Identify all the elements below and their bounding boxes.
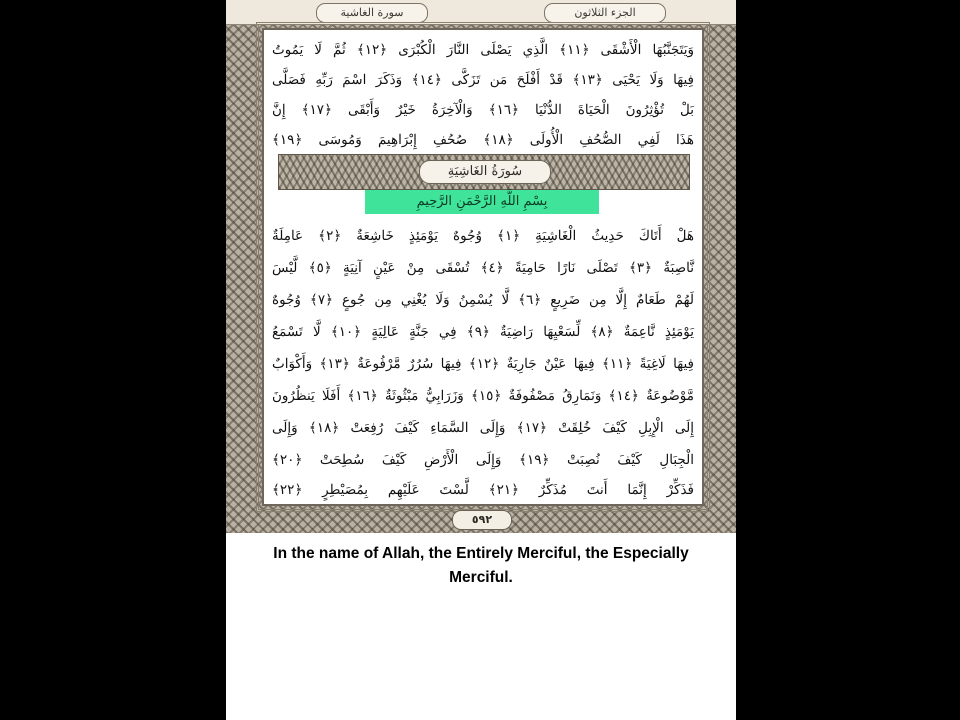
surah-title: سُورَةُ الغَاشِيَةِ — [419, 160, 551, 184]
basmala-highlighted[interactable]: بِسْمِ اللَّهِ الرَّحْمَنِ الرَّحِيمِ — [365, 190, 599, 214]
verse-line: لَهُمْ طَعَامٌ إِلَّا مِن ضَرِيعٍ ﴿٦﴾ لَّا يُسْمِنُ وَلَا يُغْنِي مِن جُوعٍ ﴿٧﴾ وُجُوهٌ — [272, 292, 694, 308]
verse-line: هَلْ أَتَاكَ حَدِيثُ الْغَاشِيَةِ ﴿١﴾ وُجُوهٌ يَوْمَئِذٍ خَاشِعَةٌ ﴿٢﴾ عَامِلَةٌ — [272, 228, 694, 244]
verse-line: فِيهَا لَاغِيَةً ﴿١١﴾ فِيهَا عَيْنٌ جَارِيَةٌ ﴿١٢﴾ فِيهَا سُرُرٌ مَّرْفُوعَةٌ ﴿١٣﴾ وَأَكْوَابٌ — [272, 356, 694, 372]
verse-line: نَّاصِبَةٌ ﴿٣﴾ تَصْلَى نَارًا حَامِيَةً ﴿٤﴾ تُسْقَى مِنْ عَيْنٍ آنِيَةٍ ﴿٥﴾ لَّيْسَ — [272, 260, 694, 276]
surah-title-banner — [278, 154, 690, 190]
verse-line: فَذَكِّرْ إِنَّمَا أَنتَ مُذَكِّرٌ ﴿٢١﴾ لَّسْتَ عَلَيْهِم بِمُصَيْطِرٍ ﴿٢٢﴾ — [272, 482, 694, 498]
header-juz-name: الجزء الثلاثون — [544, 3, 666, 23]
verse-line: وَيَتَجَنَّبُهَا الْأَشْقَى ﴿١١﴾ الَّذِي يَصْلَى النَّارَ الْكُبْرَى ﴿١٢﴾ ثُمَّ لَا يَمُوتُ — [272, 42, 694, 58]
verse-line: مَّوْضُوعَةٌ ﴿١٤﴾ وَنَمَارِقُ مَصْفُوفَةٌ ﴿١٥﴾ وَزَرَابِيُّ مَبْثُوثَةٌ ﴿١٦﴾ أَفَلَا يَنظُرُونَ — [272, 388, 695, 404]
mushaf-page — [226, 0, 736, 533]
verse-line: بَلْ تُؤْثِرُونَ الْحَيَاةَ الدُّنْيَا ﴿١٦﴾ وَالْآخِرَةُ خَيْرٌ وَأَبْقَى ﴿١٧﴾ إِنَّ — [272, 102, 694, 118]
verse-text-area — [262, 28, 704, 506]
quran-page-panel — [226, 0, 736, 720]
page-header — [226, 0, 736, 25]
header-surah-name: سورة الغاشية — [316, 3, 428, 23]
page-number: ٥٩٢ — [452, 510, 512, 530]
verse-line: إِلَى الْإِبِلِ كَيْفَ خُلِقَتْ ﴿١٧﴾ وَإِلَى السَّمَاءِ كَيْفَ رُفِعَتْ ﴿١٨﴾ وَإِلَى — [272, 420, 695, 436]
verse-line: هَذَا لَفِي الصُّحُفِ الْأُولَى ﴿١٨﴾ صُحُفِ إِبْرَاهِيمَ وَمُوسَى ﴿١٩﴾ — [272, 132, 694, 148]
verse-line: فِيهَا وَلَا يَحْيَى ﴿١٣﴾ قَدْ أَفْلَحَ مَن تَزَكَّى ﴿١٤﴾ وَذَكَرَ اسْمَ رَبِّهِ فَصَلَّى — [272, 72, 694, 88]
translation-text: In the name of Allah, the Entirely Merciful, the Especially Merciful. — [273, 545, 689, 586]
verse-line: يَوْمَئِذٍ نَّاعِمَةٌ ﴿٨﴾ لِّسَعْيِهَا رَاضِيَةٌ ﴿٩﴾ فِي جَنَّةٍ عَالِيَةٍ ﴿١٠﴾ لَّا تَسْمَعُ — [272, 324, 694, 340]
verse-line: الْجِبَالِ كَيْفَ نُصِبَتْ ﴿١٩﴾ وَإِلَى الْأَرْضِ كَيْفَ سُطِحَتْ ﴿٢٠﴾ — [272, 452, 694, 468]
